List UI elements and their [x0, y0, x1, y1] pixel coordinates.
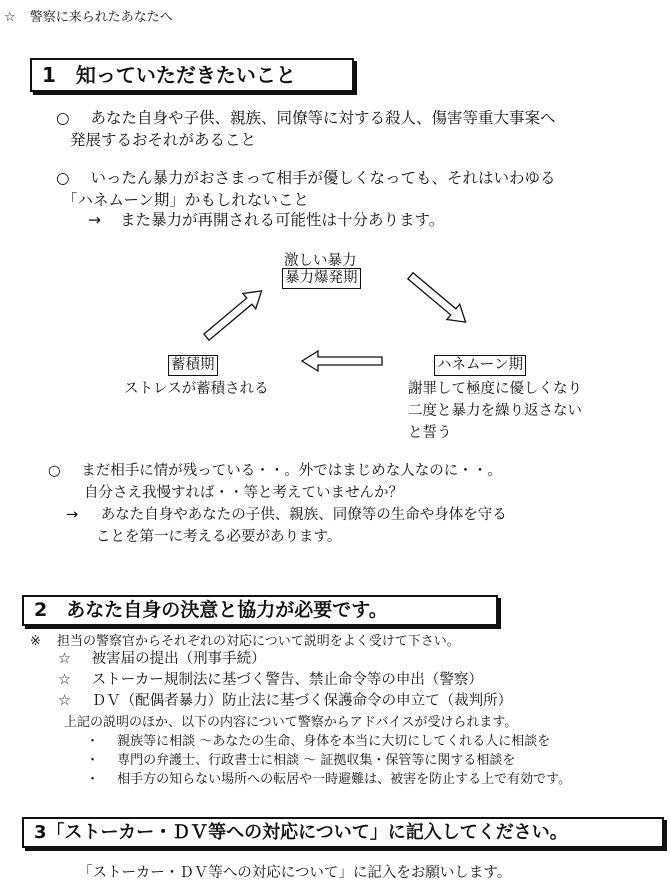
star-list-item [58, 689, 512, 710]
dot-list-item [86, 768, 571, 787]
item1-line1: あなた自身や子供、親族、同僚等に対する殺人、傷害等重大事案へ [90, 109, 556, 127]
dot-item-text: 相手方の知らない場所への転居や一時避難は、被害を防止する上で有効です。 [117, 772, 572, 787]
page-title-text: 警察に来られたあなたへ [29, 10, 173, 25]
right-arrow-icon: → [88, 211, 101, 229]
star-icon: ☆ [58, 651, 71, 667]
section1-item3 [48, 459, 502, 480]
cycle-top-box: 暴力爆発期 [282, 268, 361, 289]
star-list-item [58, 668, 483, 689]
circle-bullet-icon: ○ [56, 109, 70, 127]
cycle-right-desc1: 謝罪して極度に優しくなり [408, 381, 582, 397]
dot-list-item [86, 749, 515, 768]
right-arrow-icon: → [66, 507, 79, 523]
note-mark-icon: ※ [30, 634, 41, 649]
star-item-text: 被害届の提出（刑事手続） [91, 651, 266, 667]
star-list-item [58, 647, 266, 668]
section1-heading: 1 知っていただきたいこと [30, 58, 354, 92]
item3-line2: 自分さえ我慢すれば・・等と考えていませんか？ [84, 485, 403, 501]
item3-line3-row [66, 503, 507, 524]
item1-line2: 発展するおそれがあること [70, 131, 257, 149]
item2-line3: また暴力が再開される可能性は十分あります。 [119, 211, 445, 229]
arrow-up-right-icon [200, 283, 268, 345]
star-icon: ☆ [4, 10, 16, 25]
cycle-right-desc2: 二度と暴力を繰り返さない [408, 403, 582, 419]
cycle-left-box: 蓄積期 [168, 355, 218, 376]
cycle-right-box: ハネムーン期 [434, 355, 526, 376]
item3-line4: ことを第一に考える必要があります。 [96, 529, 342, 545]
note-text: 担当の警察官からそれぞれの対応について説明をよく受けて下さい。 [57, 634, 460, 649]
star-icon: ☆ [58, 672, 71, 688]
star-item-text: ストーカー規制法に基づく警告、禁止命令等の申出（警察） [91, 672, 483, 688]
star-item-text: ＤＶ（配偶者暴力）防止法に基づく保護命令の申立て（裁判所） [91, 693, 513, 709]
dot-bullet-icon: ・ [86, 734, 100, 749]
advice-intro: 上記の説明のほか、以下の内容について警察からアドバイスが受けられます。 [64, 715, 518, 730]
arrow-left-icon [302, 351, 382, 371]
cycle-right-desc3: と誓う [408, 425, 452, 441]
star-icon: ☆ [58, 693, 71, 709]
circle-bullet-icon: ○ [48, 463, 61, 479]
dot-bullet-icon: ・ [86, 753, 100, 768]
circle-bullet-icon: ○ [56, 169, 70, 187]
dot-item-text: 親族等に相談 ～あなたの生命、身体を本当に大切にしてくれる人に相談を [117, 734, 551, 749]
cycle-left-desc: ストレスが蓄積される [124, 381, 269, 397]
closing-text: 「ストーカー・ＤＶ等への対応について」に記入をお願いします。 [78, 865, 512, 881]
arrow-down-right-icon [404, 268, 472, 330]
section3-heading: 3「ストーカー・ＤＶ等への対応について」に記入してください。 [22, 817, 664, 848]
item3-line1: まだ相手に情が残っている・・。外ではまじめな人なのに・・。 [81, 463, 502, 479]
cycle-top-label: 激しい暴力 [284, 253, 357, 269]
item3-line3: あなた自身やあなたの子供、親族、同僚等の生命や身体を守る [100, 507, 507, 523]
dot-bullet-icon: ・ [86, 772, 100, 787]
section2-heading: 2 あなた自身の決意と協力が必要です。 [22, 595, 498, 626]
dot-item-text: 専門の弁護士、行政書士に相談 ～ 証拠収集・保管等に関する相談を [117, 753, 516, 768]
item2-line1: いったん暴力がおさまって相手が優しくなっても、それはいわゆる [90, 169, 556, 187]
item2-line2: 「ハネムーン期」かもしれないこと [62, 191, 309, 209]
dot-list-item [86, 730, 550, 749]
